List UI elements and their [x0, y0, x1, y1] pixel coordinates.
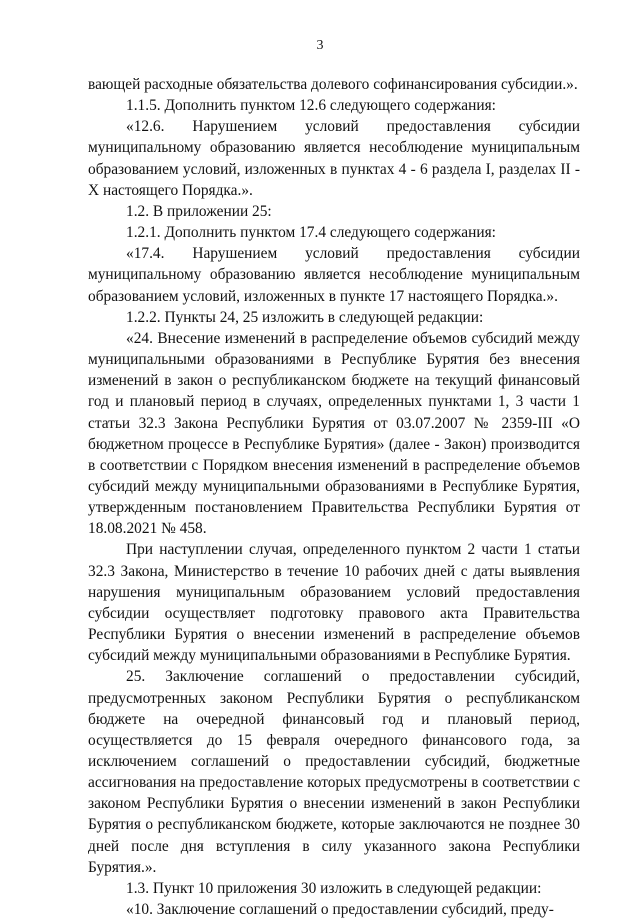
paragraph: «17.4. Нарушением условий предоставления субсидии муниципальному образованию является несоблюдение муниципальным образованием условий, изложенных в пункте 17 настоящего Порядка.».: [88, 245, 580, 305]
paragraph: вающей расходные обязательства долевого софинансирования субсидии.».: [88, 76, 578, 93]
paragraph: При наступлении случая, определенного пунктом 2 части 1 статьи 32.3 Закона, Министерство в течение 10 рабочих дней с даты выявления нарушения муниципальным образованием условий предоставления субсидии осуществляет подготовку правового акта Правительства Республики Бурятия о внесении изменений в распределение объемов субсидий между муниципальными образованиями в Республике Бурятия.: [88, 541, 580, 665]
paragraph: 25. Заключение соглашений о предоставлении субсидий, предусмотренных законом Республики Бурятия о республиканском бюджете на очередной финансовый год и плановый период, осуществляется до 15 февраля очередного финансового года, за исключением соглашений о предоставлении субсидий, бюджетные ассигнования на предоставление которых предусмотрены в соответствии с законом Республики Бурятия о внесении изменений в закон Республики Бурятия о республиканском бюджете, которые заключаются не позднее 30 дней после дня вступления в силу указанного закона Республики Бурятия.».: [88, 668, 580, 876]
paragraph: 1.2.1. Дополнить пунктом 17.4 следующего содержания:: [126, 224, 496, 242]
paragraph: 1.1.5. Дополнить пунктом 12.6 следующего содержания:: [126, 97, 496, 115]
paragraph: «10. Заключение соглашений о предоставлении субсидий, преду-: [126, 901, 554, 919]
paragraph: 1.2.2. Пункты 24, 25 изложить в следующей редакции:: [126, 308, 484, 326]
page-number: 3: [316, 38, 324, 53]
paragraph: «12.6. Нарушением условий предоставления субсидии муниципальному образованию является несоблюдение муниципальным образованием условий, изложенных в пунктах 4 - 6 раздела I, разделах II - X настоящего Порядка.».: [88, 118, 580, 199]
paragraph: 1.3. Пункт 10 приложения 30 изложить в следующей редакции:: [126, 879, 542, 897]
document-body: [88, 74, 580, 920]
paragraph: «24. Внесение изменений в распределение объемов субсидий между муниципальными образованиями в Республике Бурятия без внесения изменений в закон о республиканском бюджете на текущий финансовый год и плановый период в случаях, определенных пунктами 1, 3 части 1 статьи 32.3 Закона Республики Бурятия от 03.07.2007 № 2359-III «О бюджетном процессе в Республике Бурятия» (далее - Закон) производится в соответствии с Порядком внесения изменений в распределение объемов субсидий между муниципальными образованиями в Республике Бурятия, утвержденным постановлением Правительства Республики Бурятия от 18.08.2021 № 458.: [88, 329, 580, 538]
paragraph: 1.2. В приложении 25:: [126, 202, 272, 220]
